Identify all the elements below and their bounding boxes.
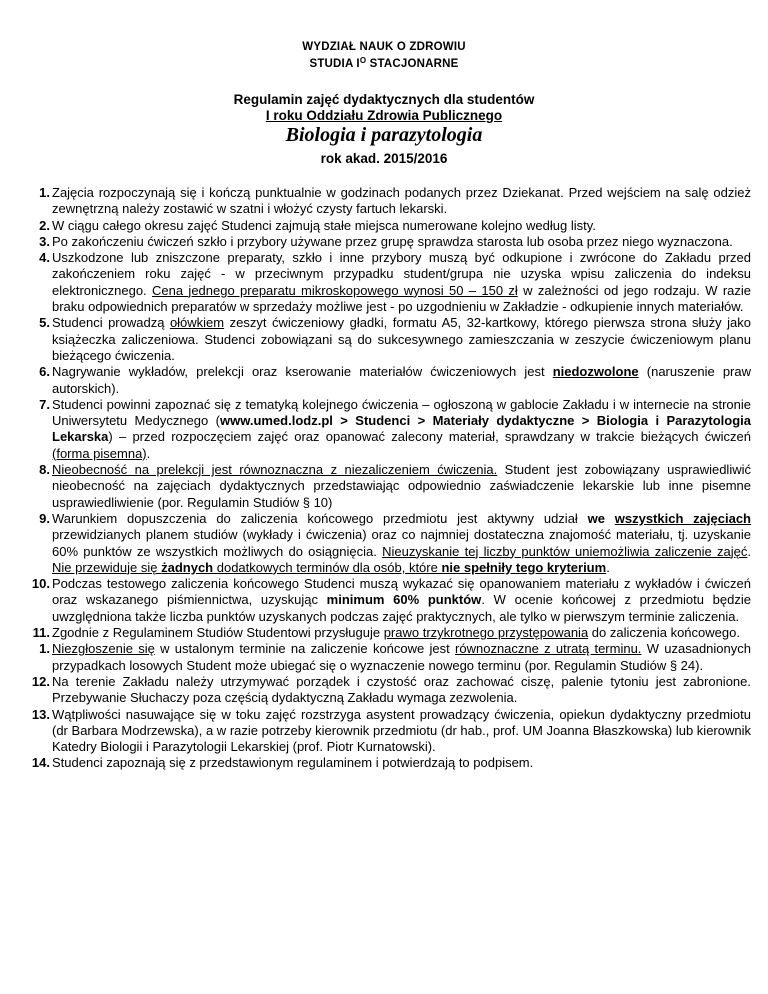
rule-text: Uszkodzone lub zniszczone preparaty, szkło i inne przybory muszą być odkupione i zwrócone do Zakładu przed zakończeniem roku zajęć - w przeciwnym przypadku student/grupa nie uzyska wpisu zaliczenia do indeksu elektronicznego. <box>52 250 751 298</box>
rule-text: ) – przed rozpoczęciem zajęć oraz opanować zalecony materiał, sprawdzany w trakcie bieżących ćwiczeń <box>108 429 751 445</box>
rule-item <box>26 641 751 674</box>
rule-text: Nieuzyskanie tej liczby punktów uniemożliwia zaliczenie zajęć <box>382 543 748 559</box>
rule-item <box>26 397 751 462</box>
rule-number: 7. <box>39 396 50 412</box>
rule-number: 1. <box>39 185 50 200</box>
rule-item <box>26 511 751 576</box>
rule-text: Studenci prowadzą <box>52 315 170 331</box>
rule-number: 4. <box>39 250 50 266</box>
rule-number: 9. <box>39 510 50 526</box>
rule-text: Studenci zapoznają się z przedstawionym regulaminem i potwierdzają to podpisem. <box>52 755 534 771</box>
rule-text: Zgodnie z Regulaminem Studiów Studentowi przysługuje <box>52 625 384 641</box>
academic-year: rok akad. 2015/2016 <box>320 151 448 166</box>
rule-text: przewidzianych planem studiów (wykłady i ćwiczenia) oraz co najmniej dostateczna znajomość materiału, tj. uzyskanie 60% punktów ze wszystkich możliwych do osiągnięcia. <box>52 527 751 559</box>
rule-item <box>26 218 751 234</box>
rule-text: w ustalonym terminie na zaliczenie końcowe jest <box>154 641 456 657</box>
regulation-title <box>0 92 768 124</box>
rule-item <box>26 674 751 707</box>
rule-text: (naruszenie praw autorskich). <box>52 364 751 396</box>
rule-number: 10. <box>31 576 50 592</box>
studies-suffix: STACJONARNE <box>366 58 459 70</box>
rule-number: 8. <box>39 462 50 478</box>
rule-text: nie spełniły tego kryterium <box>441 559 607 575</box>
rule-item <box>26 755 751 771</box>
rule-number: 2. <box>39 217 50 233</box>
rule-text: Nie przewiduje się <box>52 559 162 575</box>
rule-number: 13. <box>31 706 50 722</box>
rule-text: W ciągu całego okresu zajęć Studenci zajmują stałe miejsca numerowane kolejno według listy. <box>52 217 596 233</box>
studies-prefix: STUDIA I <box>309 58 360 70</box>
faculty-name: WYDZIAŁ NAUK O ZDROWIU <box>302 41 466 53</box>
rule-text: . W ocenie końcowej z przedmiotu będzie uwzględniona także liczba punktów uzyskanych podczas zajęć praktycznych, ale tylko w pierwszym terminie zaliczenia. <box>52 592 751 624</box>
rule-item <box>26 250 751 315</box>
rule-item <box>26 462 751 511</box>
rule-text: niedozwolone <box>552 364 639 380</box>
rule-text: równoznaczne z utratą terminu. <box>455 641 642 657</box>
rule-item <box>26 576 751 625</box>
rule-text: we <box>587 510 615 526</box>
rule-text: Nieobecność na prelekcji jest równoznaczna z niezaliczeniem ćwiczenia. <box>52 462 498 478</box>
rule-text: . <box>146 445 151 461</box>
rule-number: 5. <box>39 315 50 331</box>
rule-text: dodatkowych terminów dla osób, które <box>213 559 442 575</box>
rule-text: Nagrywanie wykładów, prelekcji oraz kserowanie materiałów ćwiczeniowych jest <box>52 364 553 380</box>
rule-text: Studenci powinni zapoznać się z tematyką kolejnego ćwiczenia – ogłoszoną w gablocie Zakładu i w internecie na stronie Uniwersytetu Medycznego ( <box>52 396 751 429</box>
rules-list <box>26 185 751 772</box>
rule-text: Niezgłoszenie się <box>52 641 155 657</box>
rule-item <box>26 625 751 641</box>
studies-degree-sup: O <box>359 56 367 65</box>
rule-text: W uzasadnionych przypadkach losowych Student może ubiegać się o wyznaczenie nowego terminu (por. Regulamin Studiów § 24). <box>52 641 751 673</box>
rule-text: Na terenie Zakładu należy utrzymywać porządek i czystość oraz zachować ciszę, palenie tytoniu jest zabronione. Przebywanie Słuchaczy poza częścią dydaktyczną Zakładu wymaga zezwolenia. <box>52 673 751 706</box>
rule-number: 12. <box>31 673 50 689</box>
rule-text: Zajęcia rozpoczynają się i kończą punktualnie w godzinach podanych przez Dziekanat. Przed wejściem na salę odzież zewnętrzną należy zostawić w szatni i włożyć czysty fartuch lekarski. <box>52 185 751 217</box>
rule-text: . <box>747 543 751 559</box>
regulation-title-line2: I roku Oddziału Zdrowia Publicznego <box>265 108 503 123</box>
rule-text: ołówkiem <box>169 315 225 331</box>
rule-text: Po zakończeniu ćwiczeń szkło i przybory używane przez grupę sprawdza starosta lub osoba przez niego wyznaczona. <box>52 233 733 249</box>
rule-item <box>26 234 751 250</box>
faculty-header <box>0 40 768 71</box>
rule-item <box>26 315 751 364</box>
rule-text: Podczas testowego zaliczenia końcowego Studenci muszą wykazać się opanowaniem materiału z wykładów i ćwiczeń oraz wskazanego piśmiennictwa, uzyskując <box>52 576 751 608</box>
rule-text: Cena jednego preparatu mikroskopowego wynosi 50 – 150 zł <box>152 282 518 298</box>
rule-text: prawo trzykrotnego przystępowania <box>383 625 589 641</box>
rule-number: 6. <box>39 364 50 380</box>
rule-number: 11. <box>32 625 50 641</box>
rule-text: żadnych <box>161 559 214 575</box>
rule-text: do zaliczenia końcowego. <box>588 625 740 641</box>
rule-text: minimum 60% punktów <box>326 592 482 608</box>
regulation-title-line1: Regulamin zajęć dydaktycznych dla studentów <box>233 92 535 107</box>
rule-text: Warunkiem dopuszczenia do zaliczenia końcowego przedmiotu jest aktywny udział <box>52 510 588 526</box>
subject-title: Biologia i parazytologia <box>285 124 483 146</box>
rule-text: wszystkich zajęciach <box>614 510 751 526</box>
rule-number: 14. <box>31 755 50 771</box>
rule-text: w zależności od jego rodzaju. W razie braku odpowiednich preparatów w sprzedaży możliwe jest - po uzgodnieniu w Zakładzie - odkupienie innych materiałów. <box>52 282 751 315</box>
rule-text: Wątpliwości nasuwające się w toku zajęć rozstrzyga asystent prowadzący ćwiczenia, opiekun dydaktyczny przedmiotu (dr Barbara Modrzewska), a w razie potrzeby kierownik przedmiotu (dr hab., prof. UM Joanna Błaszkowska) lub kierownik Katedry Biologii i Parazytologii Lekarskiej (prof. Piotr Kurnatowski). <box>52 706 751 755</box>
studies-type <box>0 54 768 71</box>
rule-item <box>26 707 751 756</box>
rule-text: Student jest zobowiązany usprawiedliwić nieobecność na zajęciach dydaktycznych przedstawiając odpowiednio zaświadczenie lekarskie lub inne pisemne usprawiedliwienie (por. Regulamin Studiów § 10) <box>52 462 751 510</box>
rule-text: zeszyt ćwiczeniowy gładki, formatu A5, 32-kartkowy, którego pierwsza strona służy jako książeczka zaliczeniowa. Studenci zobowiązani są do sukcesywnego zamieszczania w zeszycie ćwiczeniowym planu bieżącego ćwiczenia. <box>52 315 751 363</box>
rule-number: 3. <box>39 233 50 249</box>
rule-number: 1. <box>39 641 50 657</box>
rule-item <box>26 185 751 218</box>
rule-text: (forma pisemna) <box>52 445 147 461</box>
rule-text: www.umed.lodz.pl > Studenci > Materiały dydaktyczne > Biologia i Parazytologia Lekarska <box>52 413 751 445</box>
rule-text: . <box>606 559 610 575</box>
rule-item <box>26 364 751 397</box>
